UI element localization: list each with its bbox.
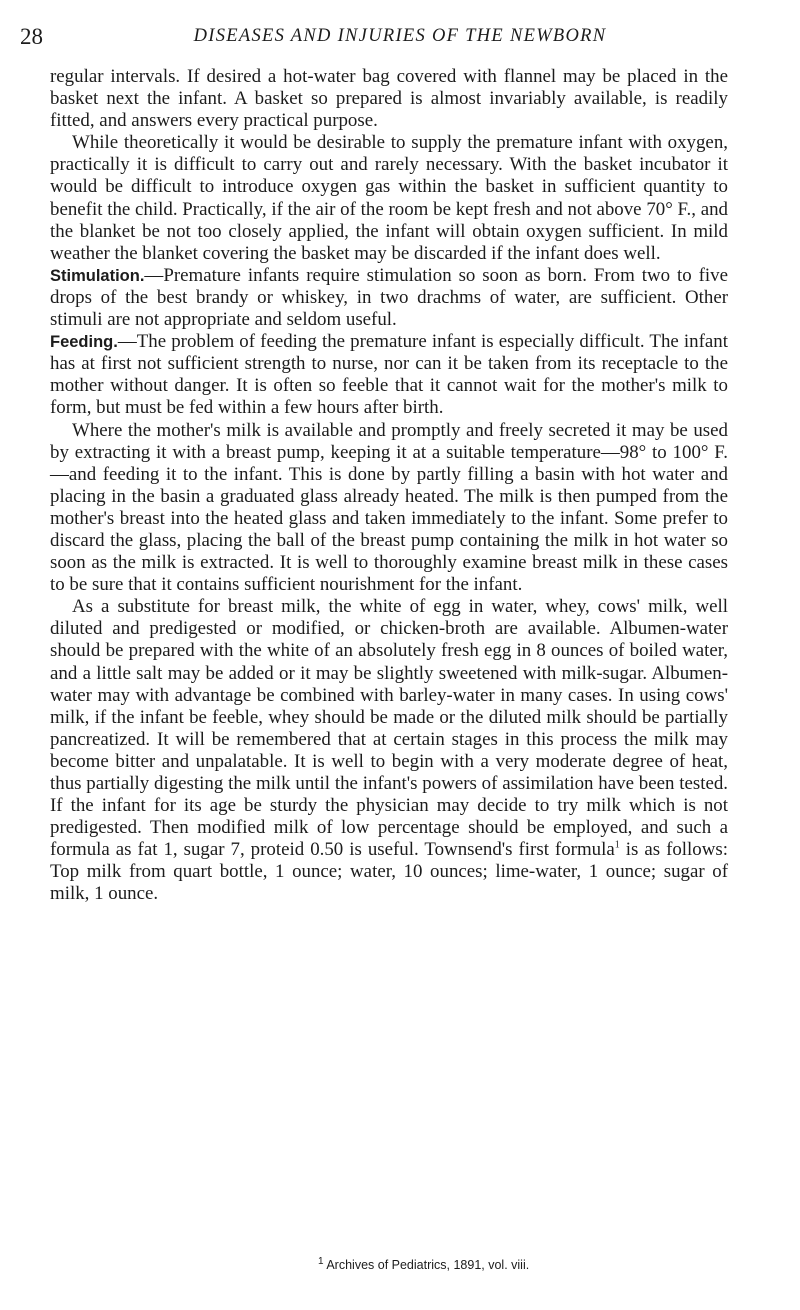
paragraph-substitutes: [50, 596, 728, 905]
feeding-text: —The problem of feeding the premature infant is especially difficult. The infant has at first not sufficient strength to nurse, nor can it be taken from its receptacle to the mother without danger. It is often so feeble that it cannot wait for the mother's milk to form, but must be fed within a few hours after birth.: [50, 331, 728, 419]
footnote-reference: 1: [614, 839, 620, 851]
section-heading-stimulation: Stimulation.: [50, 266, 145, 285]
page-number: 28: [20, 24, 43, 49]
page-header: [0, 24, 800, 54]
footnote-mark: 1: [318, 1255, 324, 1267]
substitutes-text-end: is as follows: Top milk from quart bottle, 1 ounce; water, 10 ounces; lime-water, 1 ounce; sugar of milk, 1 ounce.: [50, 839, 728, 905]
paragraph-basket-continued: regular intervals. If desired a hot-water bag covered with flannel may be placed in the basket next the infant. A basket so prepared is almost invariably available, is readily fitted, and answers every practical purpose.: [50, 66, 728, 132]
footnote-text: Archives of Pediatrics, 1891, vol. viii.: [323, 1258, 530, 1272]
substitutes-text: As a substitute for breast milk, the white of egg in water, whey, cows' milk, well diluted and predigested or modified, or chicken-broth are available. Albumen-water should be prepared with the white of an absolutely fresh egg in 8 ounces of boiled water, and a little salt may be added or it may be slightly sweetened with milk-sugar. Albumen-water may with advantage be combined with barley-water in many cases. In using cows' milk, if the infant be feeble, whey should be made or the diluted milk should be partially pancreatized. It will be remembered that at certain stages in this process the milk may become bitter and unpalatable. It is well to begin with a very moderate degree of heat, thus partially digesting the milk until the infant's powers of assimilation have been tested. If the infant for its age be sturdy the physician may decide to try milk which is not predigested. Then modified milk of low percentage should be employed, and such a formula as fat 1, sugar 7, proteid 0.50 is useful. Townsend's first formula: [50, 596, 728, 861]
paragraph-stimulation: [50, 265, 728, 331]
paragraph-breast-milk: Where the mother's milk is available and promptly and freely secreted it may be used by extracting it with a breast pump, keeping it at a suitable temperature—98° to 100° F.—and feeding it to the infant. This is done by partly filling a basin with hot water and placing in the basin a graduated glass already heated. The milk is then pumped from the mother's breast into the heated glass and taken immediately to the infant. Some prefer to discard the glass, placing the ball of the breast pump containing the milk in hot water so soon as the milk is extracted. It is well to thoroughly examine breast milk in these cases to be sure that it contains sufficient nourishment for the infant.: [50, 419, 728, 596]
stimulation-text: —Premature infants require stimulation so soon as born. From two to five drops of the best brandy or whiskey, in two drachms of water, are sufficient. Other stimuli are not appropriate and seldom useful.: [50, 264, 728, 331]
paragraph-feeding: [50, 331, 728, 419]
paragraph-oxygen: While theoretically it would be desirable to supply the premature infant with oxygen, practically it is difficult to carry out and rarely necessary. With the basket incubator it would be difficult to introduce oxygen gas within the basket in sufficient quantity to benefit the child. Practically, if the air of the room be kept fresh and not above 70° F., and the blanket be not too closely applied, the infant will obtain oxygen sufficient. In mild weather the blanket covering the basket may be discarded if the infant does well.: [50, 132, 728, 264]
footnote: [318, 1255, 530, 1272]
running-head: DISEASES AND INJURIES OF THE NEWBORN: [193, 26, 607, 46]
section-heading-feeding: Feeding.: [50, 333, 118, 352]
body-text: [50, 66, 728, 906]
